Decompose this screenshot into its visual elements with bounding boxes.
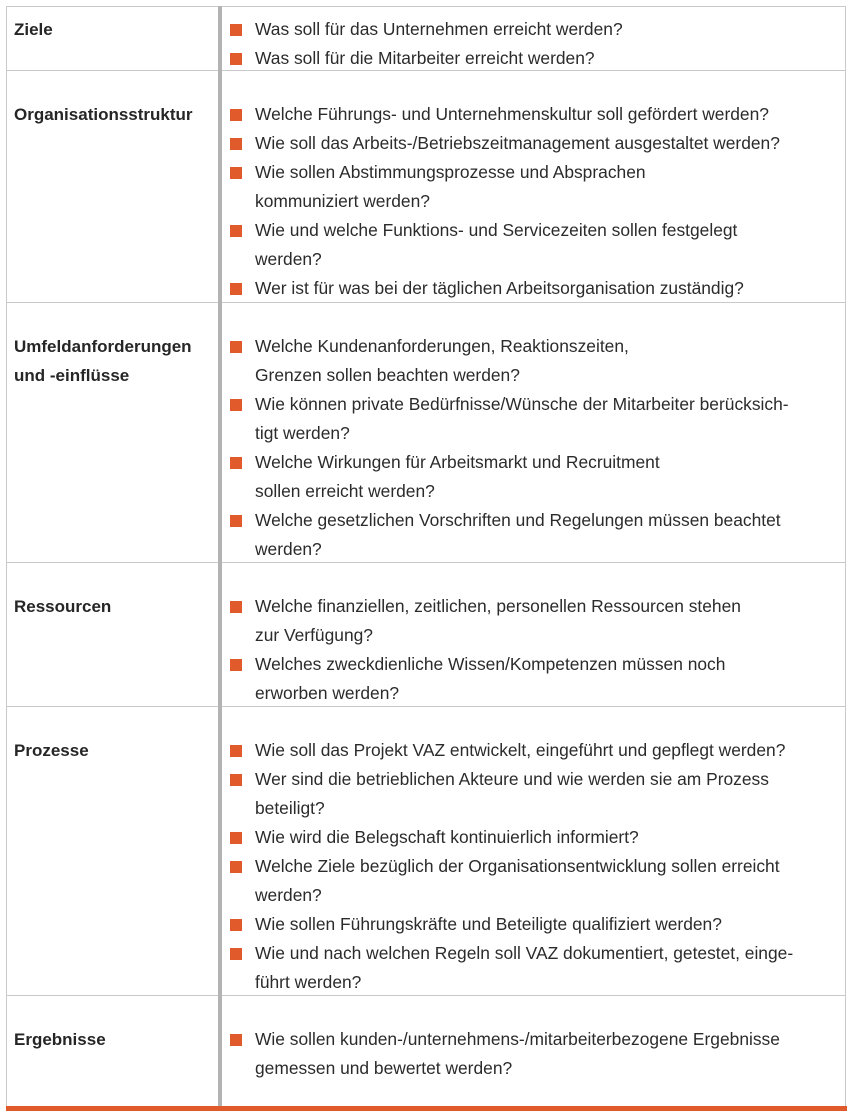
list-item — [228, 216, 843, 274]
list-item — [228, 274, 843, 303]
row-label — [14, 592, 111, 621]
list-item — [228, 852, 843, 910]
list-item-text: Wie sollen kunden-/unternehmens-/mitarbeiterbezogene Ergebnisse — [255, 1029, 780, 1049]
list-item-text: Wie und nach welchen Regeln soll VAZ dokumentiert, getestet, einge- — [255, 943, 794, 963]
list-item-text: erworben werden? — [255, 683, 400, 703]
square-bullet-icon — [230, 457, 242, 469]
row-label — [14, 736, 89, 765]
list-item — [228, 650, 843, 708]
list-item — [228, 100, 843, 129]
square-bullet-icon — [230, 948, 242, 960]
square-bullet-icon — [230, 225, 242, 237]
square-bullet-icon — [230, 341, 242, 353]
row-label-line: Ergebnisse — [14, 1030, 106, 1049]
square-bullet-icon — [230, 138, 242, 150]
list-item — [228, 765, 843, 823]
list-item-text: sollen erreicht werden? — [255, 481, 435, 501]
question-list — [228, 736, 843, 997]
list-item-text: Wie soll das Arbeits-/Betriebszeitmanagement ausgestaltet werden? — [255, 133, 780, 153]
square-bullet-icon — [230, 515, 242, 527]
list-item — [228, 910, 843, 939]
square-bullet-icon — [230, 1034, 242, 1046]
square-bullet-icon — [230, 109, 242, 121]
square-bullet-icon — [230, 167, 242, 179]
list-item-text: gemessen und bewertet werden? — [255, 1058, 513, 1078]
row-label-line: Ressourcen — [14, 597, 112, 616]
square-bullet-icon — [230, 659, 242, 671]
list-item-text: Wie wird die Belegschaft kontinuierlich informiert? — [255, 827, 639, 847]
question-list — [228, 1025, 843, 1083]
square-bullet-icon — [230, 24, 242, 36]
question-list — [228, 100, 843, 303]
row-label-line: Umfeldanforderungen — [14, 337, 192, 356]
square-bullet-icon — [230, 601, 242, 613]
list-item-text: Was soll für die Mitarbeiter erreicht werden? — [255, 48, 595, 68]
column-divider — [218, 6, 222, 1110]
row-label-line: Ziele — [14, 20, 53, 39]
question-list — [228, 592, 843, 708]
list-item — [228, 939, 843, 997]
list-item-text: werden? — [255, 249, 322, 269]
list-item — [228, 158, 843, 216]
row-label-line: Prozesse — [14, 741, 89, 760]
row-label — [14, 100, 193, 129]
list-item-text: Welche Wirkungen für Arbeitsmarkt und Recruitment — [255, 452, 660, 472]
row-label — [14, 15, 53, 44]
list-item — [228, 736, 843, 765]
row-label-line: Organisationsstruktur — [14, 105, 193, 124]
square-bullet-icon — [230, 832, 242, 844]
list-item — [228, 332, 843, 390]
list-item — [228, 44, 843, 73]
square-bullet-icon — [230, 53, 242, 65]
row-label — [14, 1025, 106, 1054]
question-list — [228, 332, 843, 564]
list-item-text: zur Verfügung? — [255, 625, 373, 645]
list-item — [228, 506, 843, 564]
list-item — [228, 15, 843, 44]
list-item-text: Wer sind die betrieblichen Akteure und wie werden sie am Prozess — [255, 769, 769, 789]
list-item-text: Was soll für das Unternehmen erreicht werden? — [255, 19, 623, 39]
list-item-text: Welche finanziellen, zeitlichen, personellen Ressourcen stehen — [255, 596, 741, 616]
list-item-text: Wie und welche Funktions- und Servicezeiten sollen festgelegt — [255, 220, 738, 240]
list-item-text: Welche Kundenanforderungen, Reaktionszeiten, — [255, 336, 629, 356]
square-bullet-icon — [230, 399, 242, 411]
list-item-text: Grenzen sollen beachten werden? — [255, 365, 520, 385]
list-item — [228, 448, 843, 506]
list-item-text: Wie soll das Projekt VAZ entwickelt, eingeführt und gepflegt werden? — [255, 740, 786, 760]
list-item-text: Wie sollen Abstimmungsprozesse und Absprachen — [255, 162, 646, 182]
list-item-text: Wie sollen Führungskräfte und Beteiligte qualifiziert werden? — [255, 914, 722, 934]
table-row — [6, 995, 846, 1107]
row-label — [14, 332, 192, 390]
square-bullet-icon — [230, 861, 242, 873]
list-item-text: beteiligt? — [255, 798, 325, 818]
list-item-text: führt werden? — [255, 972, 362, 992]
list-item — [228, 592, 843, 650]
list-item-text: Welches zweckdienliche Wissen/Kompetenzen müssen noch — [255, 654, 726, 674]
list-item-text: Wie können private Bedürfnisse/Wünsche der Mitarbeiter berücksich- — [255, 394, 789, 414]
list-item-text: werden? — [255, 885, 322, 905]
list-item — [228, 390, 843, 448]
table-row — [6, 302, 846, 563]
list-item-text: Welche Ziele bezüglich der Organisationsentwicklung sollen erreicht — [255, 856, 780, 876]
square-bullet-icon — [230, 774, 242, 786]
list-item-text: werden? — [255, 539, 322, 559]
table-row — [6, 70, 846, 303]
list-item — [228, 129, 843, 158]
row-label-line: und -einflüsse — [14, 366, 130, 385]
question-list — [228, 15, 843, 73]
square-bullet-icon — [230, 745, 242, 757]
list-item-text: kommuniziert werden? — [255, 191, 430, 211]
table-row — [6, 6, 846, 71]
list-item — [228, 1025, 843, 1083]
square-bullet-icon — [230, 283, 242, 295]
list-item-text: Welche Führungs- und Unternehmenskultur soll gefördert werden? — [255, 104, 769, 124]
list-item-text: Wer ist für was bei der täglichen Arbeitsorganisation zuständig? — [255, 278, 744, 298]
list-item — [228, 823, 843, 852]
list-item-text: Welche gesetzlichen Vorschriften und Regelungen müssen beachtet — [255, 510, 781, 530]
table-row — [6, 706, 846, 996]
list-item-text: tigt werden? — [255, 423, 350, 443]
bottom-accent-line — [6, 1106, 847, 1111]
table-row — [6, 562, 846, 707]
square-bullet-icon — [230, 919, 242, 931]
